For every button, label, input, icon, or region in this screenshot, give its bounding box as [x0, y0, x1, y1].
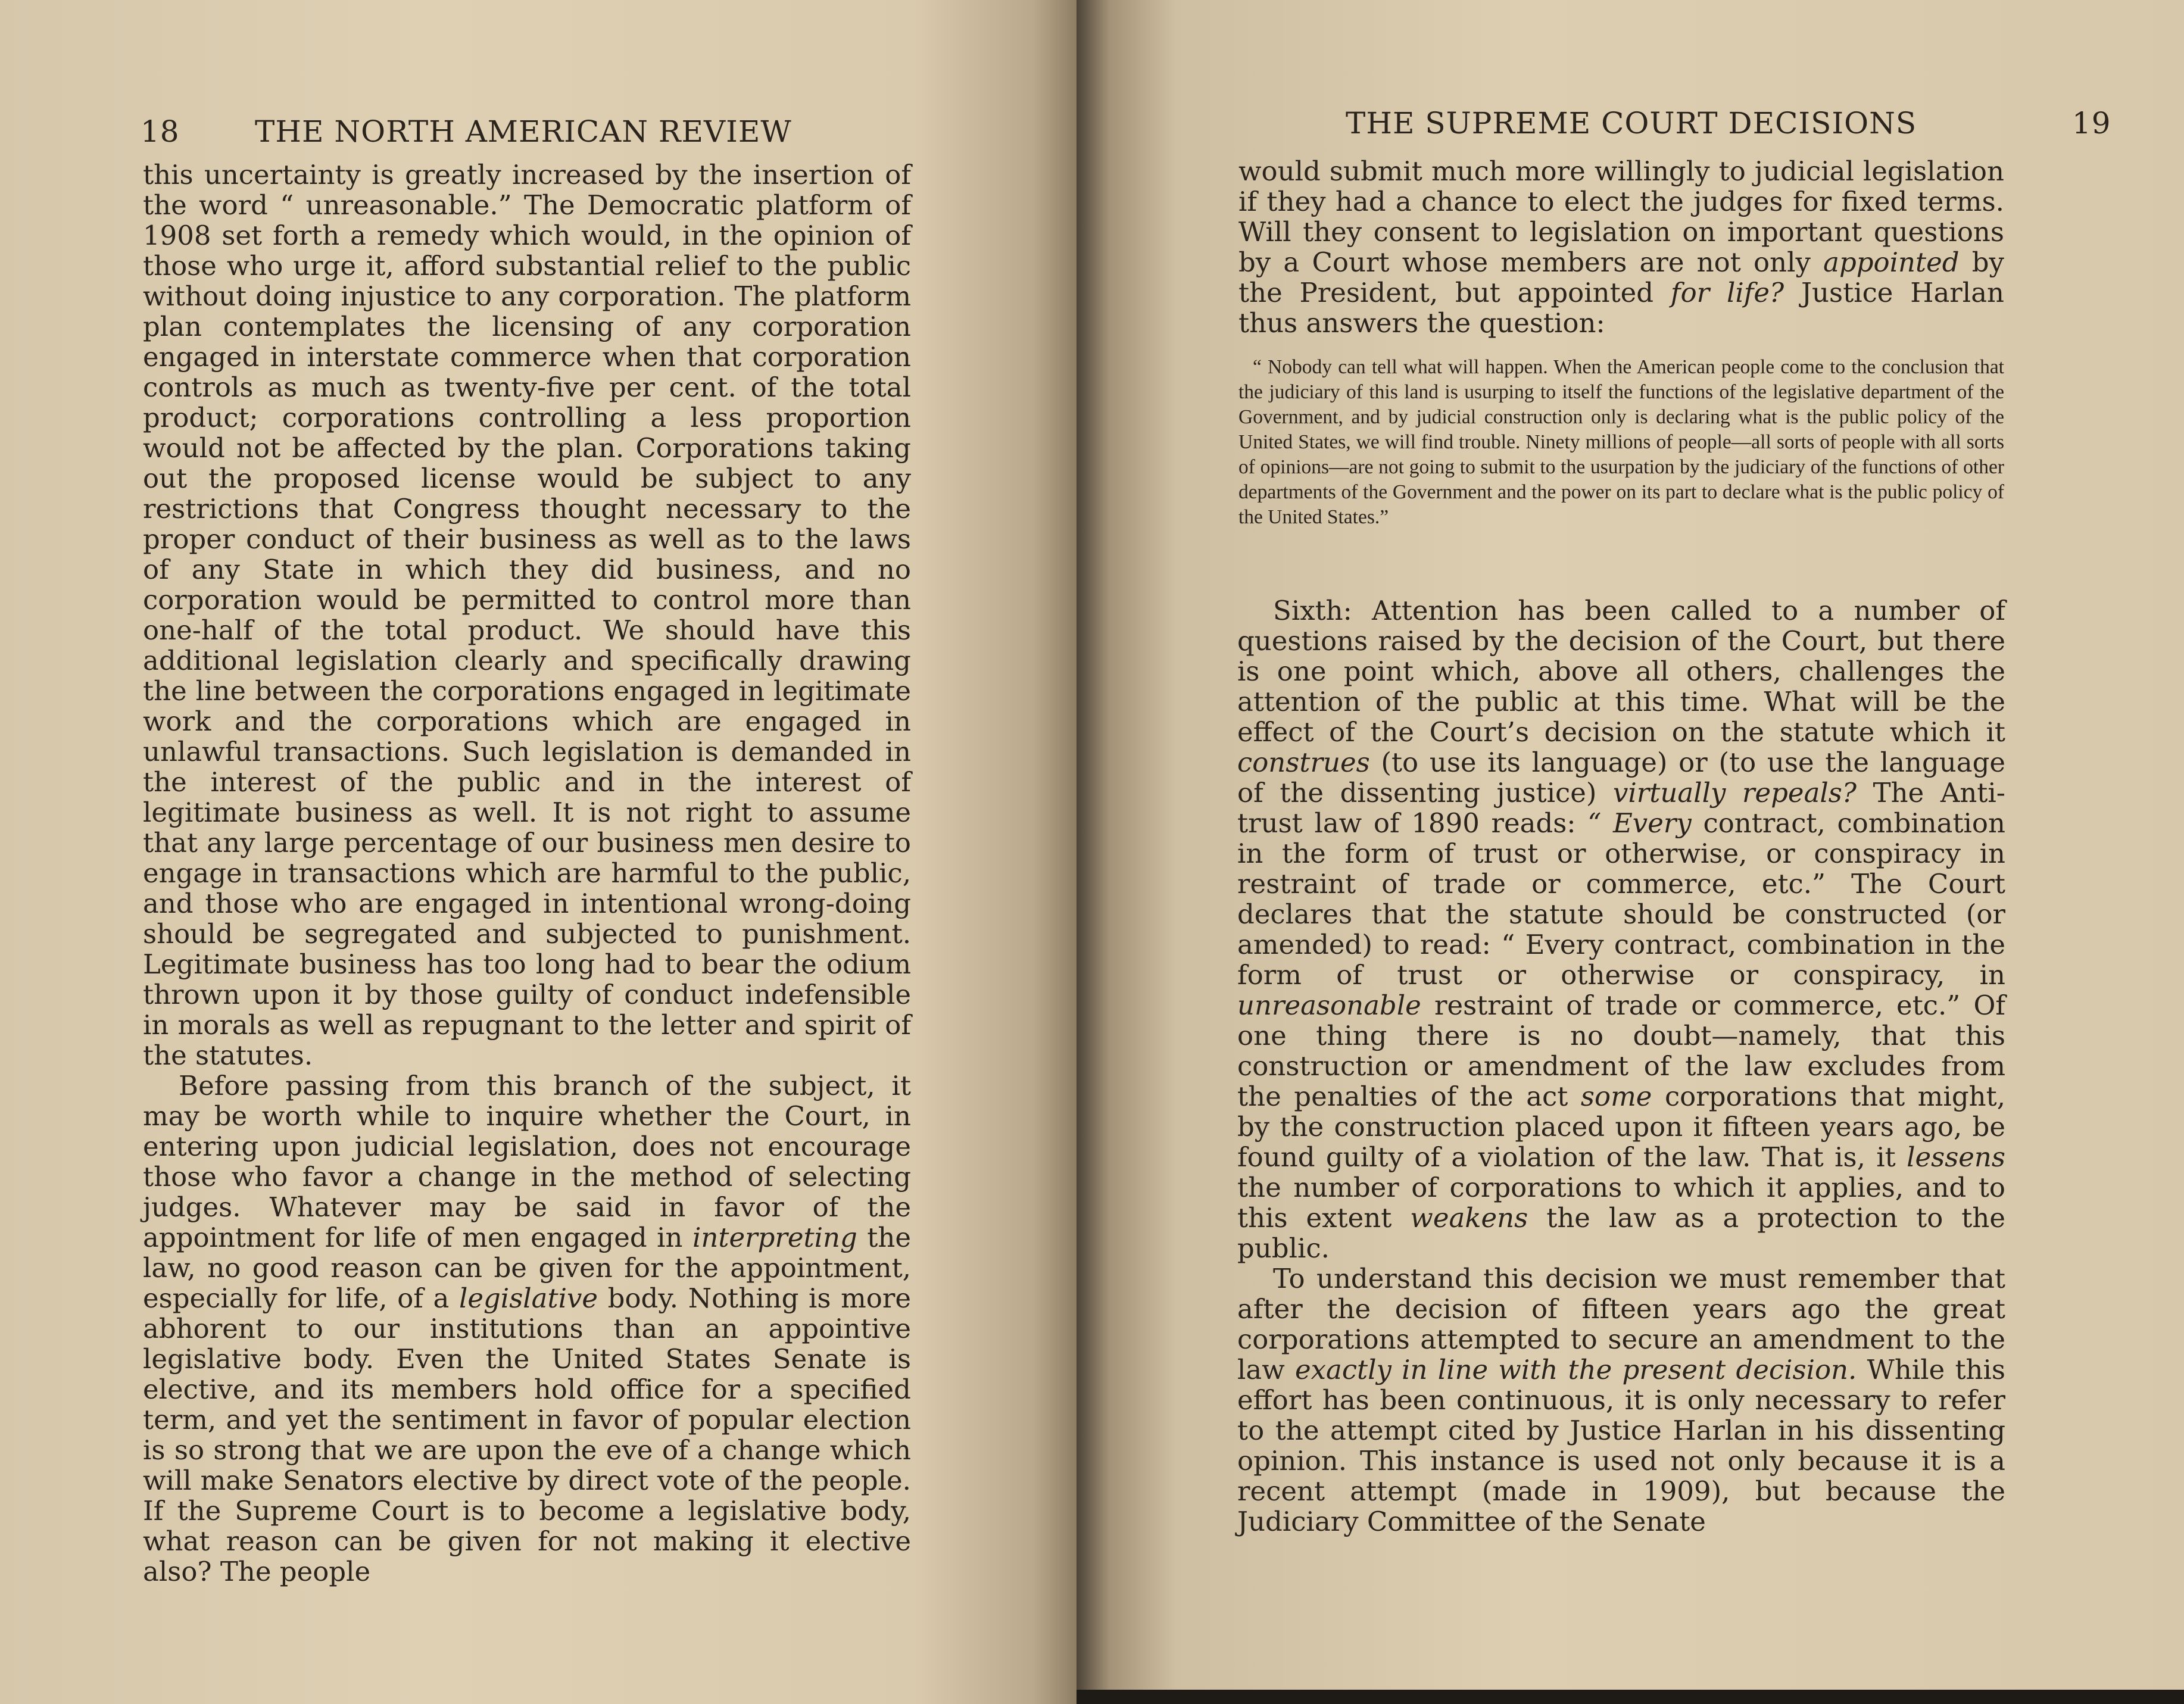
paragraph: Before passing from this branch of the subject, it may be worth while to inquire whether the Court, in entering upon judicial legislation, does not encourage those who favor a change in the method of selecting judges. Whatever may be said in favor of the appointment for life of men engaged in interpreting the law, no good reason can be given for the appointment, especially for life, of a legislative body. Nothing is more abhorent to our institutions than an appointive legislative body. Even the United States Senate is elective, and its members hold office for a specified term, and yet the sentiment in favor of popular election is so strong that we are upon the eve of a change which will make Senators elective by direct vote of the people. If the Supreme Court is to become a legislative body, what reason can be given for not making it elective also? The people: [143, 1070, 911, 1587]
right-page: [1077, 0, 2184, 1704]
page-edge-shadow: [1077, 1690, 2184, 1704]
paragraph: Sixth: Attention has been called to a number of questions raised by the decision of the Court, but there is one point which, above all others, challenges the attention of the public at this time. What will be the effect of the Court’s decision on the statute which it construes (to use its language) or (to use the language of the dissenting justice) virtually repeals? The Anti-trust law of 1890 reads: “ Every contract, combination in the form of trust or otherwise, or conspiracy in restraint of trade or commerce, etc.” The Court declares that the statute should be constructed (or amended) to read: “ Every contract, combination in the form of trust or otherwise or conspiracy, in unreasonable restraint of trade or commerce, etc.” Of one thing there is no doubt—namely, that this construction or amendment of the law excludes from the penalties of the act some corporations that might, by the construction placed upon it fifteen years ago, be found guilty of a violation of the law. That is, it lessens the number of corporations to which it applies, and to this extent weakens the law as a protection to the public.: [1237, 595, 2006, 1264]
paragraph: this uncertainty is greatly increased by the insertion of the word “ unreasonable.” The Democratic platform of 1908 set forth a remedy which would, in the opinion of those who urge it, afford substantial relief to the public without doing injustice to any corporation. The platform plan contemplates the licensing of any corporation engaged in interstate commerce when that corporation controls as much as twenty-five per cent. of the total product; corporations controlling a less proportion would not be affected by the plan. Corporations taking out the proposed license would be subject to any restrictions that Congress thought necessary to the proper conduct of their business as well as to the laws of any State in which they did business, and no corporation would be permitted to control more than one-half of the total product. We should have this additional legislation clearly and specifically drawing the line between the corporations engaged in legitimate work and the corporations which are engaged in unlawful transactions. Such legislation is demanded in the interest of the public and in the interest of legitimate business as well. It is not right to assume that any large percentage of our business men desire to engage in transactions which are harmful to the public, and those who are engaged in intentional wrong-doing should be segregated and subjected to punishment. Legitimate business has too long had to bear the odium thrown upon it by those guilty of conduct indefensible in morals as well as repugnant to the letter and spirit of the statutes.: [143, 159, 911, 1071]
paragraph: would submit much more willingly to judicial legislation if they had a chance to elect the judges for fixed terms. Will they consent to legislation on important questions by a Court whose members are not only appointed by the President, but appointed for life? Justice Harlan thus answers the question:: [1238, 155, 2005, 339]
running-head: THE SUPREME COURT DECISIONS: [1346, 106, 1917, 141]
right-page-header: [1346, 106, 2126, 142]
block-quote: [1238, 355, 2004, 530]
left-page-header: [141, 114, 950, 150]
page-number: 19: [2072, 106, 2111, 141]
paragraph: To understand this decision we must remember that after the decision of fifteen years ago the great corporations attempted to secure an amendment to the law exactly in line with the present decision. While this effort has been continuous, it is only necessary to refer to the attempt cited by Justice Harlan in his dissenting opinion. This instance is used not only because it is a recent attempt (made in 1909), but because the Judiciary Committee of the Senate: [1237, 1263, 2006, 1537]
left-page: [0, 0, 1077, 1704]
right-body-text-bottom: [1237, 595, 2005, 1537]
running-head: THE NORTH AMERICAN REVIEW: [255, 114, 792, 149]
page-number: 18: [141, 114, 180, 149]
right-body-text-top: [1238, 156, 2004, 338]
quote-text: “ Nobody can tell what will happen. When the American people come to the conclusion that the judiciary of this land is usurping to itself the functions of the legislative department of the Government, and by judicial construction only is declaring what is the public policy of the United States, we will find trouble. Ninety millions of people—all sorts of people with all sorts of opinions—are not going to submit to the usurpation by the judiciary of the functions of other departments of the Government and the power on its part to declare what is the public policy of the United States.”: [1238, 356, 2004, 528]
left-body-text: [143, 160, 911, 1587]
